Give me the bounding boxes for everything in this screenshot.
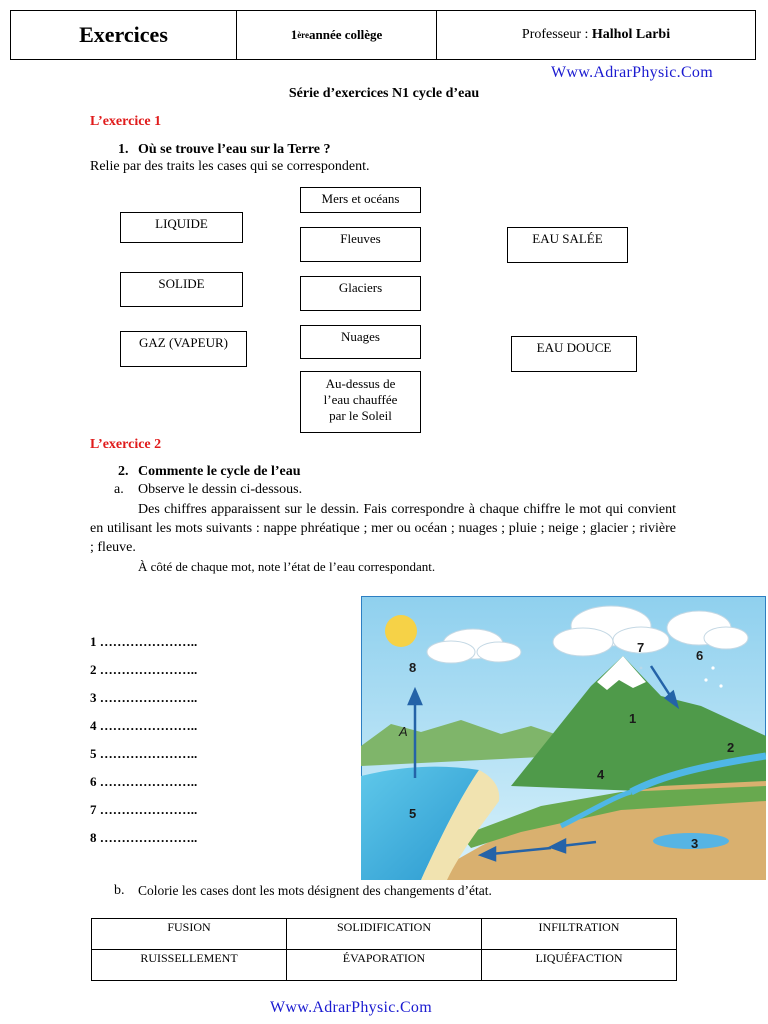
cell-ruissellement[interactable]: RUISSELLEMENT <box>92 950 287 981</box>
ex2-question: Commente le cycle de l’eau <box>138 464 301 479</box>
box-eau-salee: EAU SALÉE <box>507 227 628 263</box>
header-title: Exercices <box>11 11 237 59</box>
diagram-label-4: 4 <box>597 767 605 782</box>
cell-evaporation[interactable]: ÉVAPORATION <box>287 950 482 981</box>
level-superscript: ère <box>297 30 310 40</box>
ex1-instruction: Relie par des traits les cases qui se correspondent. <box>90 159 370 174</box>
box-mers-oceans: Mers et océans <box>300 187 421 213</box>
header-table <box>10 10 756 60</box>
diagram-label-5: 5 <box>409 806 417 821</box>
answer-line-2: 2 ………………….. <box>90 662 198 677</box>
answer-line-6: 6 ………………….. <box>90 774 198 789</box>
exercise-1-title: L’exercice 1 <box>90 114 162 129</box>
cell-fusion[interactable]: FUSION <box>92 919 287 950</box>
ex1-question-number: 1. <box>118 142 129 157</box>
series-title: Série d’exercices N1 cycle d’eau <box>288 86 480 101</box>
diagram-label-8: 8 <box>409 660 417 675</box>
sun-icon <box>385 615 417 647</box>
cell-solidification[interactable]: SOLIDIFICATION <box>287 919 482 950</box>
table-row <box>92 919 677 950</box>
header-professor <box>437 11 755 59</box>
site-link-bottom[interactable]: Www.AdrarPhysic.Com <box>270 999 432 1016</box>
ex1-question: Où se trouve l’eau sur la Terre ? <box>138 142 331 157</box>
answer-line-8: 8 ………………….. <box>90 830 198 845</box>
box-liquide: LIQUIDE <box>120 212 243 243</box>
ex2-question-number: 2. <box>118 464 129 479</box>
diagram-label-3: 3 <box>691 836 699 851</box>
ex2-note: À côté de chaque mot, note l’état de l’eau correspondant. <box>138 559 436 574</box>
ex2-a-label: a. <box>114 482 124 497</box>
answer-line-4: 4 ………………….. <box>90 718 198 733</box>
site-link-top[interactable]: Www.AdrarPhysic.Com <box>551 64 713 81</box>
diagram-label-1: 1 <box>629 711 637 726</box>
professor-label: Professeur : <box>521 27 589 42</box>
box-gaz: GAZ (VAPEUR) <box>120 331 247 367</box>
box-nuages: Nuages <box>300 325 421 359</box>
cell-liquefaction[interactable]: LIQUÉFACTION <box>482 950 677 981</box>
state-change-table <box>91 918 677 981</box>
diagram-label-7: 7 <box>637 640 645 655</box>
answer-line-3: 3 ………………….. <box>90 690 198 705</box>
level-number: 1 <box>290 27 298 42</box>
ex2-paragraph: Des chiffres apparaissent sur le dessin. Fais correspondre à chaque chiffre le mot qui convient en utilisant les mots suivants : nappe phréatique ; mer ou océan ; nuages ; pluie ; neige ; glacier ; rivière ; fleuve. <box>90 502 676 555</box>
diagram-label-a: A <box>399 724 408 739</box>
answer-line-7: 7 ………………….. <box>90 802 198 817</box>
ex2-a-text: Observe le dessin ci-dessous. <box>138 482 303 497</box>
header-level <box>237 11 437 59</box>
box-eau-douce: EAU DOUCE <box>511 336 637 372</box>
ex2-b-label: b. <box>114 883 125 898</box>
cell-infiltration[interactable]: INFILTRATION <box>482 919 677 950</box>
box-eau-chauffee: Au-dessus de l’eau chauffée par le Soleil <box>300 371 421 433</box>
diagram-label-2: 2 <box>727 740 735 755</box>
water-cycle-illustration <box>361 596 766 880</box>
answer-line-5: 5 ………………….. <box>90 746 198 761</box>
answer-line-1: 1 ………………….. <box>90 634 198 649</box>
diagram-label-6: 6 <box>696 648 704 663</box>
box-solide: SOLIDE <box>120 272 243 307</box>
exercise-2-title: L’exercice 2 <box>90 437 162 452</box>
box-fleuves: Fleuves <box>300 227 421 262</box>
box-glaciers: Glaciers <box>300 276 421 311</box>
ex2-b-text: Colorie les cases dont les mots désignent des changements d’état. <box>138 883 492 898</box>
table-row <box>92 950 677 981</box>
professor-name: Halhol Larbi <box>591 27 671 42</box>
level-text: année collège <box>309 27 383 42</box>
